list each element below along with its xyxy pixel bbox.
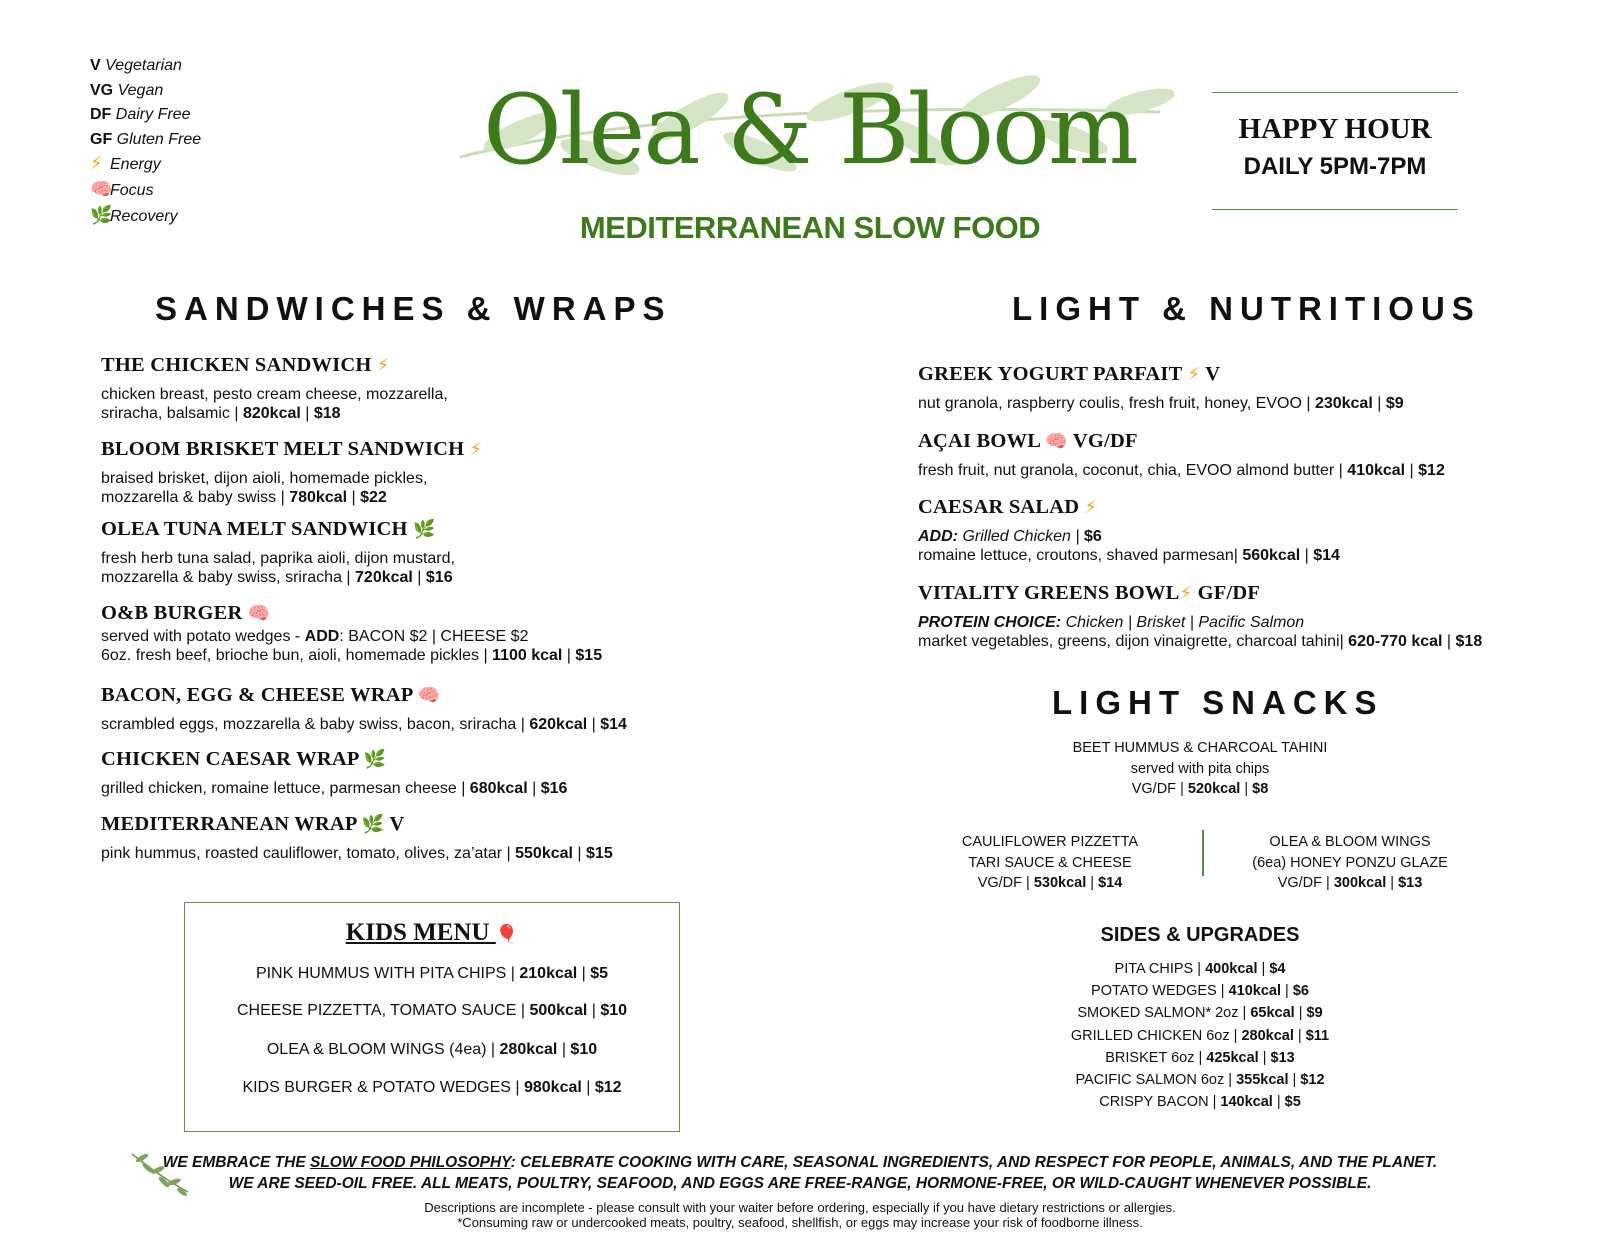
side-item: CRISPY BACON | 140kcal | $5 <box>1099 1094 1301 1111</box>
menu-item <box>918 496 1340 565</box>
happy-hour-time: DAILY 5PM-7PM <box>1243 153 1427 180</box>
herb-icon: 🌿 <box>363 749 387 770</box>
item-description-line: mozzarella & baby swiss | 780kcal | $22 <box>101 489 387 506</box>
footer-warning: *Consuming raw or undercooked meats, poultry, seafood, shellfish, or eggs may increase your risk of foodborne illness. <box>457 1215 1143 1230</box>
happy-hour-title: HAPPY HOUR <box>1238 113 1432 145</box>
item-name: CAESAR SALAD <box>918 496 1080 518</box>
happy-hour-box <box>1212 92 1458 210</box>
brain-icon: 🧠 <box>1045 431 1068 452</box>
kids-item: PINK HUMMUS WITH PITA CHIPS | 210kcal | $5 <box>255 965 609 982</box>
side-item: GRILLED CHICKEN 6oz | 280kcal | $11 <box>1070 1027 1330 1044</box>
section-title-light-snacks: LIGHT SNACKS <box>1052 684 1384 721</box>
restaurant-name: Olea & Bloom <box>483 74 1137 186</box>
diet-tag: VG/DF <box>1072 430 1138 452</box>
legend-gluten-free: GF Gluten Free <box>90 130 202 148</box>
menu-item <box>101 813 613 863</box>
footer <box>0 1152 1600 1230</box>
item-description-line: nut granola, raspberry coulis, fresh fruit, honey, EVOO | 230kcal | $9 <box>918 395 1404 412</box>
item-name: BACON, EGG & CHEESE WRAP <box>101 684 413 706</box>
legend-dairy-free: DF Dairy Free <box>90 106 191 124</box>
energy-icon: ⚡ <box>1084 497 1098 518</box>
brain-icon: 🧠 <box>247 603 271 624</box>
item-name: MEDITERRANEAN WRAP <box>101 813 357 835</box>
footer-sourcing: WE ARE SEED-OIL FREE. ALL MEATS, POULTRY, SEAFOOD, AND EGGS ARE FREE-RANGE, HORMONE-FREE, OR WILD-CAUGHT WHENEVER POSSIBLE. <box>228 1175 1372 1192</box>
menu-item <box>101 748 567 798</box>
dietary-legend <box>90 54 201 229</box>
kids-item: OLEA & BLOOM WINGS (4ea) | 280kcal | $10 <box>266 1041 598 1058</box>
section-title-sandwiches: SANDWICHES & WRAPS <box>155 290 672 327</box>
herb-icon: 🌿 <box>90 204 113 226</box>
menu-item <box>101 518 455 587</box>
energy-icon: ⚡ <box>376 355 390 376</box>
menu-item <box>918 430 1445 480</box>
menu-item <box>918 363 1404 413</box>
item-description-line: sriracha, balsamic | 820kcal | $18 <box>101 405 341 422</box>
item-description-line: market vegetables, greens, dijon vinaigrette, charcoal tahini| 620-770 kcal | $18 <box>918 633 1483 650</box>
legend-recovery: 🌿Recovery <box>90 204 201 230</box>
legend-vegan: VG Vegan <box>90 81 164 99</box>
footer-philosophy: WE EMBRACE THE SLOW FOOD PHILOSOPHY: CELEBRATE COOKING WITH CARE, SEASONAL INGREDIENTS, AND RESPECT FOR PEOPLE, ANIMALS, AND THE PLANET. <box>162 1154 1438 1171</box>
item-description-line: mozzarella & baby swiss, sriracha | 720kcal | $16 <box>101 569 453 586</box>
legend-energy: ⚡ Energy <box>90 152 201 178</box>
item-description: braised brisket, dijon aioli, homemade pickles, <box>101 470 428 487</box>
snack-item-wings: OLEA & BLOOM WINGS (6ea) HONEY PONZU GLAZE VG/DF | 300kcal | $13 <box>1252 834 1448 891</box>
legend-vegetarian: V Vegetarian <box>90 57 182 74</box>
diet-tag: V <box>1205 363 1221 385</box>
kids-menu-title: KIDS MENU 🎈 <box>345 919 519 946</box>
item-description-line: pink hummus, roasted cauliflower, tomato, olives, za’atar | 550kcal | $15 <box>101 845 613 862</box>
herb-icon: 🌿 <box>413 519 436 540</box>
side-item: BRISKET 6oz | 425kcal | $13 <box>1105 1049 1295 1066</box>
sides-title: SIDES & UPGRADES <box>1100 924 1300 946</box>
item-addon: served with potato wedges - ADD: BACON $2 | CHEESE $2 <box>101 628 529 645</box>
kids-item: CHEESE PIZZETTA, TOMATO SAUCE | 500kcal | $10 <box>236 1002 628 1019</box>
item-name: GREEK YOGURT PARFAIT <box>918 363 1183 385</box>
item-description-line: 6oz. fresh beef, brioche bun, aioli, homemade pickles | 1100 kcal | $15 <box>101 647 603 664</box>
item-name: CHICKEN CAESAR WRAP <box>101 748 359 770</box>
item-addon: ADD: Grilled Chicken | $6 <box>918 528 1102 545</box>
energy-icon: ⚡ <box>1187 364 1201 385</box>
energy-icon: ⚡ <box>1179 583 1193 604</box>
balloon-icon: 🎈 <box>495 924 519 945</box>
side-item: POTATO WEDGES | 410kcal | $6 <box>1091 983 1309 1000</box>
brain-icon: 🧠 <box>90 178 113 200</box>
snack-divider <box>1202 830 1204 876</box>
sides-list <box>1000 958 1400 1113</box>
side-item: PITA CHIPS | 400kcal | $4 <box>1114 961 1286 977</box>
side-item: PACIFIC SALMON 6oz | 355kcal | $12 <box>1075 1072 1325 1089</box>
item-name: OLEA TUNA MELT SANDWICH <box>101 518 408 540</box>
item-description: fresh herb tuna salad, paprika aioli, dijon mustard, <box>101 550 455 567</box>
menu-item <box>918 582 1482 651</box>
restaurant-tagline: MEDITERRANEAN SLOW FOOD <box>579 210 1041 245</box>
snack-item-pizzetta: CAULIFLOWER PIZZETTA TARI SAUCE & CHEESE VG/DF | 530kcal | $14 <box>961 834 1139 891</box>
diet-tag: V <box>389 813 405 835</box>
diet-tag: GF/DF <box>1197 582 1261 604</box>
item-name: AÇAI BOWL <box>918 430 1040 452</box>
herb-icon: 🌿 <box>361 814 385 835</box>
item-description-line: scrambled eggs, mozzarella & baby swiss, bacon, sriracha | 620kcal | $14 <box>101 716 627 733</box>
snack-item-hummus: BEET HUMMUS & CHARCOAL TAHINI served with pita chips VG/DF | 520kcal | $8 <box>1072 740 1328 797</box>
footer-disclaimer: Descriptions are incomplete - please consult with your waiter before ordering, especially if you have dietary restrictions or allergies. <box>424 1200 1176 1215</box>
item-name: O&B BURGER <box>101 602 243 624</box>
section-title-light-nutritious: LIGHT & NUTRITIOUS <box>1012 290 1481 327</box>
item-description-line: fresh fruit, nut granola, coconut, chia, EVOO almond butter | 410kcal | $12 <box>918 462 1445 479</box>
item-description: chicken breast, pesto cream cheese, mozzarella, <box>101 386 448 403</box>
legend-focus: 🧠Focus <box>90 178 201 204</box>
menu-item <box>101 684 627 734</box>
item-addon: PROTEIN CHOICE: Chicken | Brisket | Pacific Salmon <box>918 614 1305 631</box>
side-item: SMOKED SALMON* 2oz | 65kcal | $9 <box>1077 1005 1323 1022</box>
brand-header <box>400 62 1220 252</box>
item-description-line: grilled chicken, romaine lettuce, parmesan cheese | 680kcal | $16 <box>101 780 568 797</box>
kids-item: KIDS BURGER & POTATO WEDGES | 980kcal | $12 <box>242 1079 622 1096</box>
item-name: THE CHICKEN SANDWICH <box>101 354 372 376</box>
menu-item <box>101 602 602 665</box>
kids-menu-box <box>184 902 680 1132</box>
brain-icon: 🧠 <box>417 685 441 706</box>
menu-item <box>101 438 482 507</box>
item-description-line: romaine lettuce, croutons, shaved parmesan| 560kcal | $14 <box>918 547 1340 564</box>
item-name: VITALITY GREENS BOWL <box>918 582 1180 604</box>
menu-item <box>101 354 448 423</box>
energy-icon: ⚡ <box>90 153 103 175</box>
energy-icon: ⚡ <box>469 439 483 460</box>
item-name: BLOOM BRISKET MELT SANDWICH <box>101 438 465 460</box>
